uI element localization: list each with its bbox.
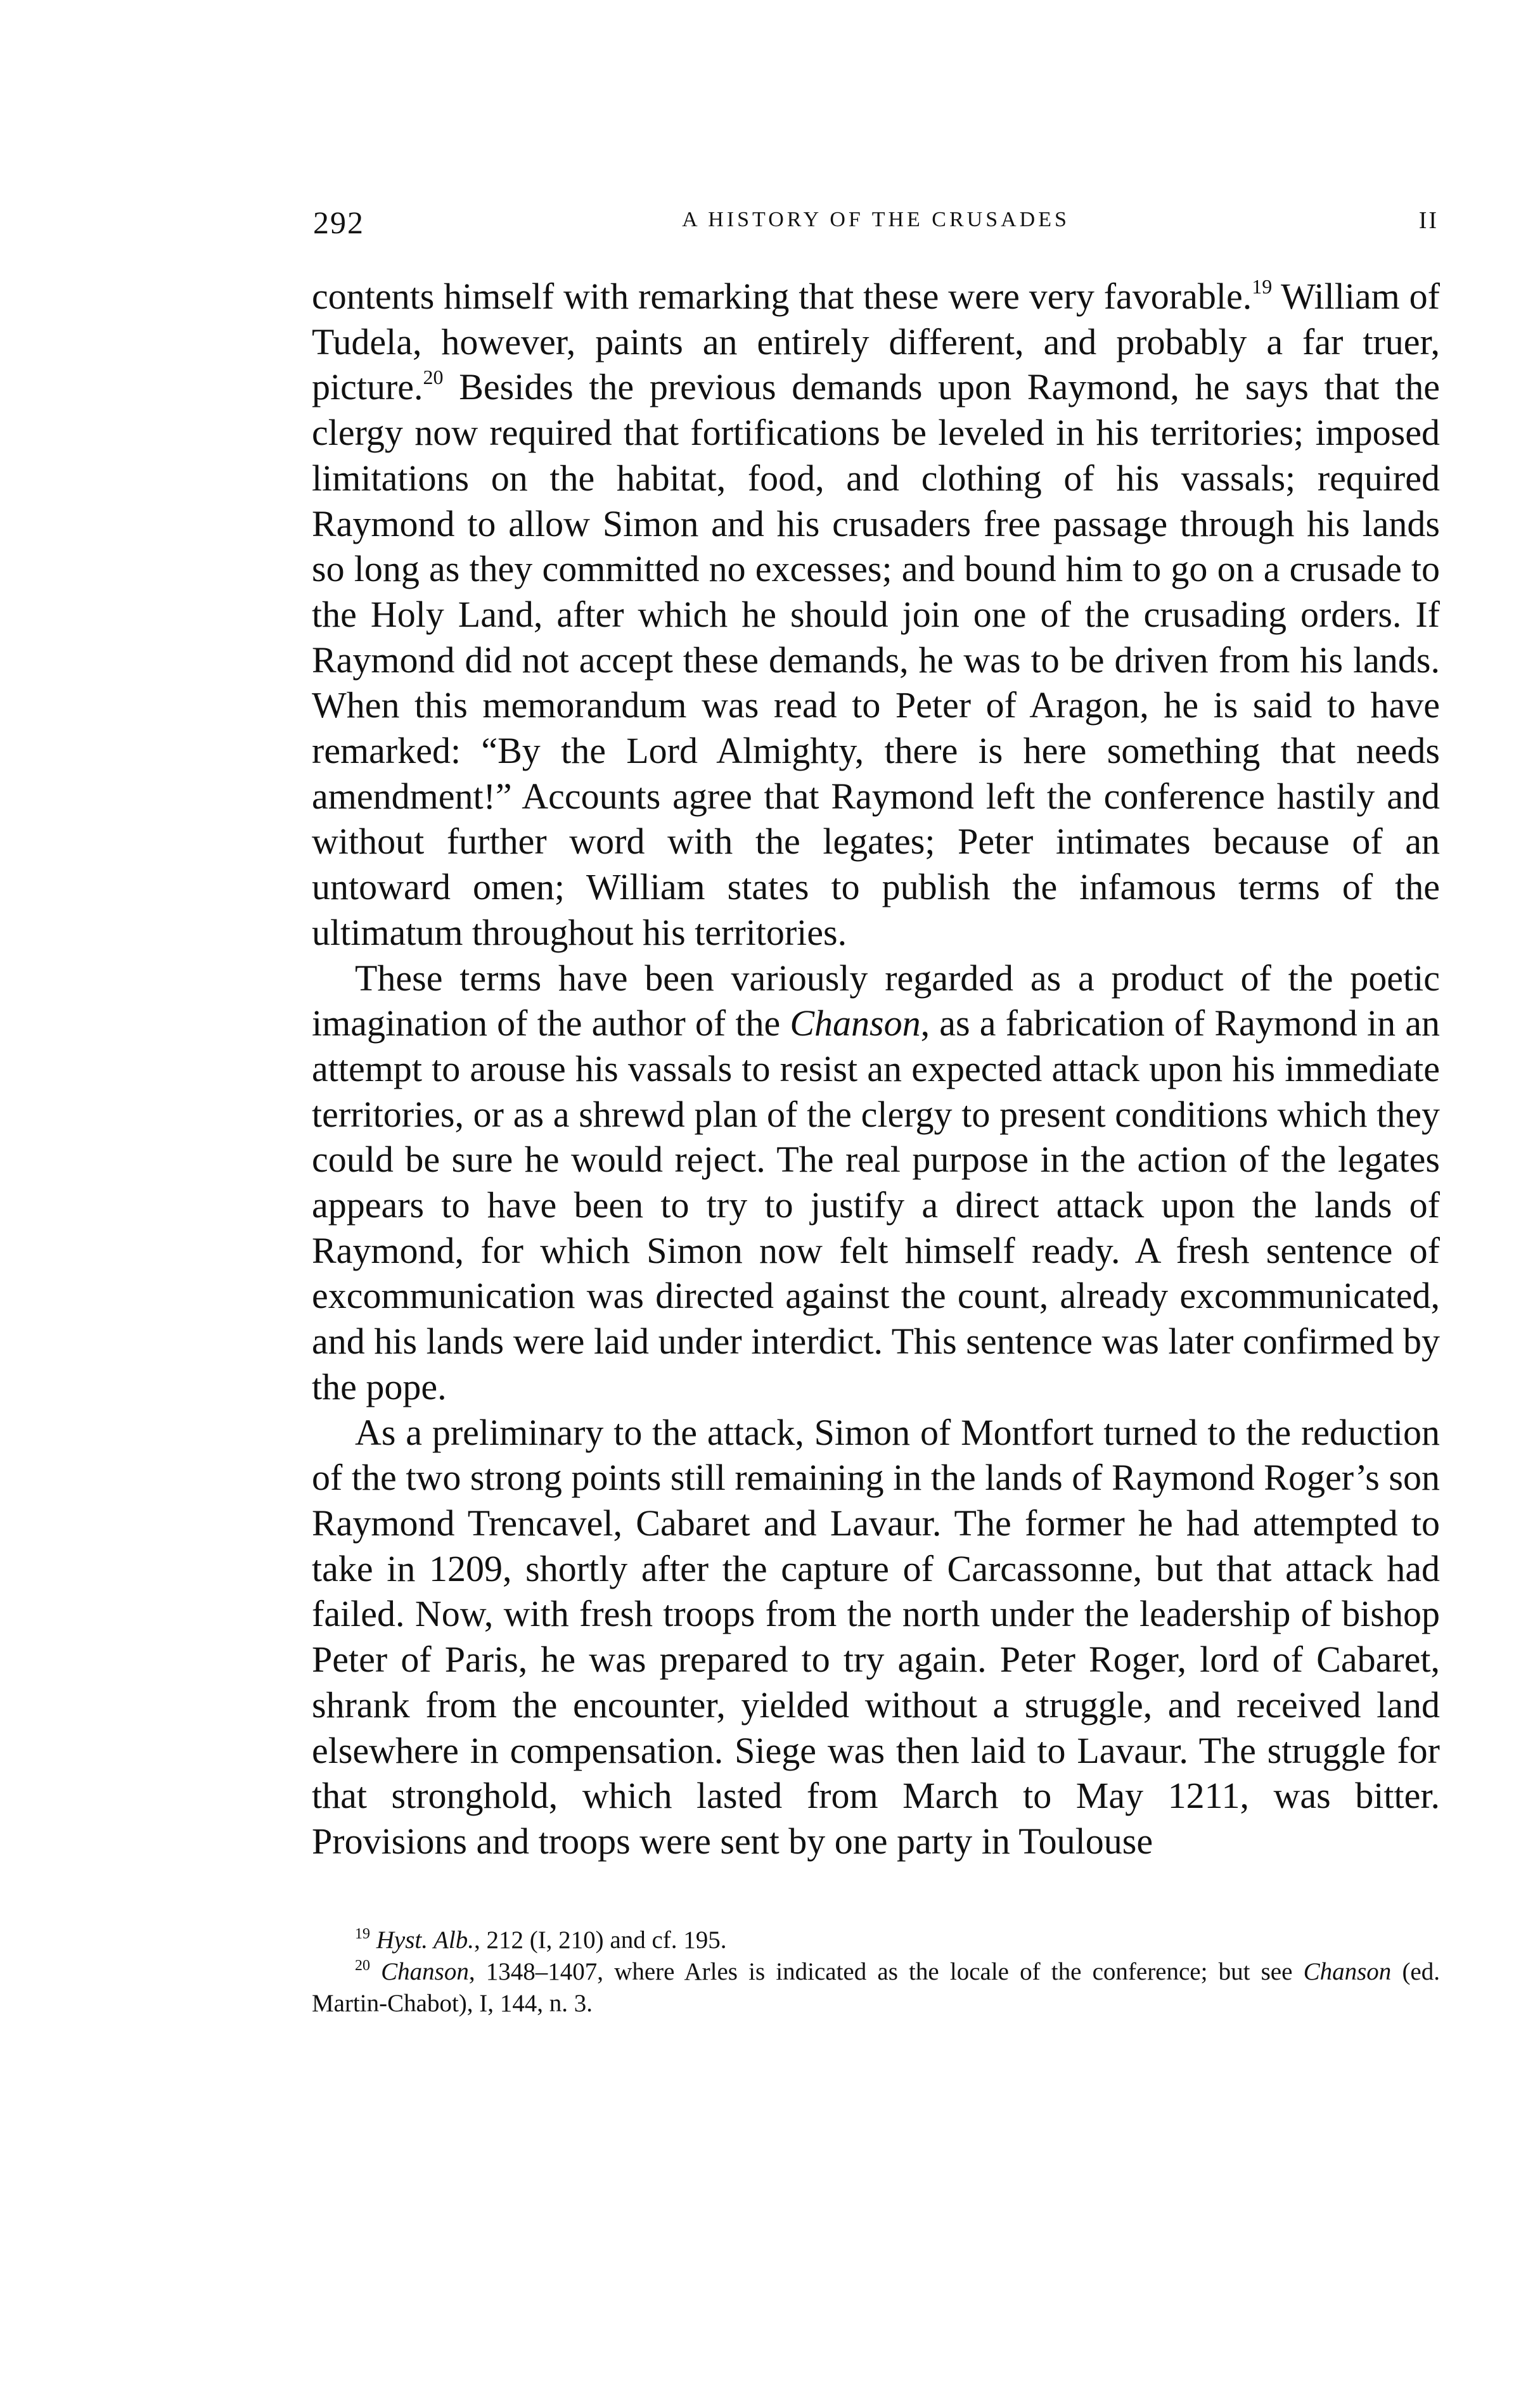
footnote-number: 20 [355,1957,370,1974]
book-page [312,190,1440,2020]
footnotes [312,1924,1440,2020]
footnote-19 [312,1924,1440,1956]
paragraph-1 [312,274,1440,956]
paragraph-1-text-a: contents himself with remarking that these were very favorable. [312,276,1252,317]
footnote-ref-19: 19 [1252,275,1273,298]
paragraph-2 [312,956,1440,1410]
page-number: 292 [313,205,364,240]
paragraph-2-text-a: These terms have been variously regarded as a product of the poetic imagination of the author of the [312,957,1440,1044]
running-head [312,190,1440,240]
paragraph-2-text-b: , as a fabrication of Raymond in an attempt to arouse his vassals to resist an expected attack upon his immediate territories, or as a shrewd plan of the clergy to present conditions which they could be sure he would reject. The real purpose in the action of the legates appears to have been to try to justify a direct attack upon the lands of Raymond, for which Simon now felt himself ready. A fresh sentence of excommunication was directed against the count, already excommunicated, and his lands were laid under interdict. This sentence was later confirmed by the pope. [312,1002,1440,1407]
footnote-ref-20: 20 [423,366,444,389]
paragraph-1-text-b: William of Tudela, however, paints an entirely different, and probably a far truer, picture. [312,276,1440,408]
footnote-text: , 212 (I, 210) and cf. 195. [473,1926,727,1954]
body-text [312,274,1440,1864]
footnote-text-2: (ed. Martin-Chabot), I, 144, n. 3. [312,1957,1440,2017]
paragraph-3: As a preliminary to the attack, Simon of Montfort turned to the reduction of the two strong points still remaining in the lands of Raymond Roger’s son Raymond Trencavel, Cabaret and Lavaur. The former he had attempted to take in 1209, shortly after the capture of Carcassonne, but that attack had failed. Now, with fresh troops from the north under the leadership of bishop Peter of Paris, he was prepared to try again. Peter Roger, lord of Cabaret, shrank from the encounter, yielded without a struggle, and received land elsewhere in compensation. Siege was then laid to Lavaur. The struggle for that stronghold, which lasted from March to May 1211, was bitter. Provisions and troops were sent by one party in Toulouse [312,1411,1440,1862]
footnote-20 [312,1956,1440,2020]
footnote-text: , 1348–1407, where Arles is indicated as the locale of the conference; but see [468,1957,1304,1985]
paragraph-2-italic-title: Chanson [790,1002,921,1044]
footnote-italic-2: Chanson [1303,1957,1392,1985]
footnote-italic: Hyst. Alb. [376,1926,474,1954]
running-title: A HISTORY OF THE CRUSADES [682,208,1070,231]
footnote-italic: Chanson [381,1957,469,1985]
footnote-number: 19 [355,1925,370,1942]
volume-number: II [1418,207,1439,234]
paragraph-1-text-c: Besides the previous demands upon Raymond, he says that the clergy now required that fortifications be leveled in his territories; imposed limitations on the habitat, food, and clothing of his vassals; required Raymond to allow Simon and his crusaders free passage through his lands so long as they committed no excesses; and bound him to go on a crusade to the Holy Land, after which he should join one of the crusading orders. If Raymond did not accept these demands, he was to be driven from his lands. When this memorandum was read to Peter of Aragon, he is said to have remarked: “By the Lord Almighty, there is here something that needs amendment!” Accounts agree that Raymond left the conference hastily and without further word with the legates; Peter intimates because of an untoward omen; William states to publish the infamous terms of the ultimatum throughout his territories. [312,366,1440,953]
